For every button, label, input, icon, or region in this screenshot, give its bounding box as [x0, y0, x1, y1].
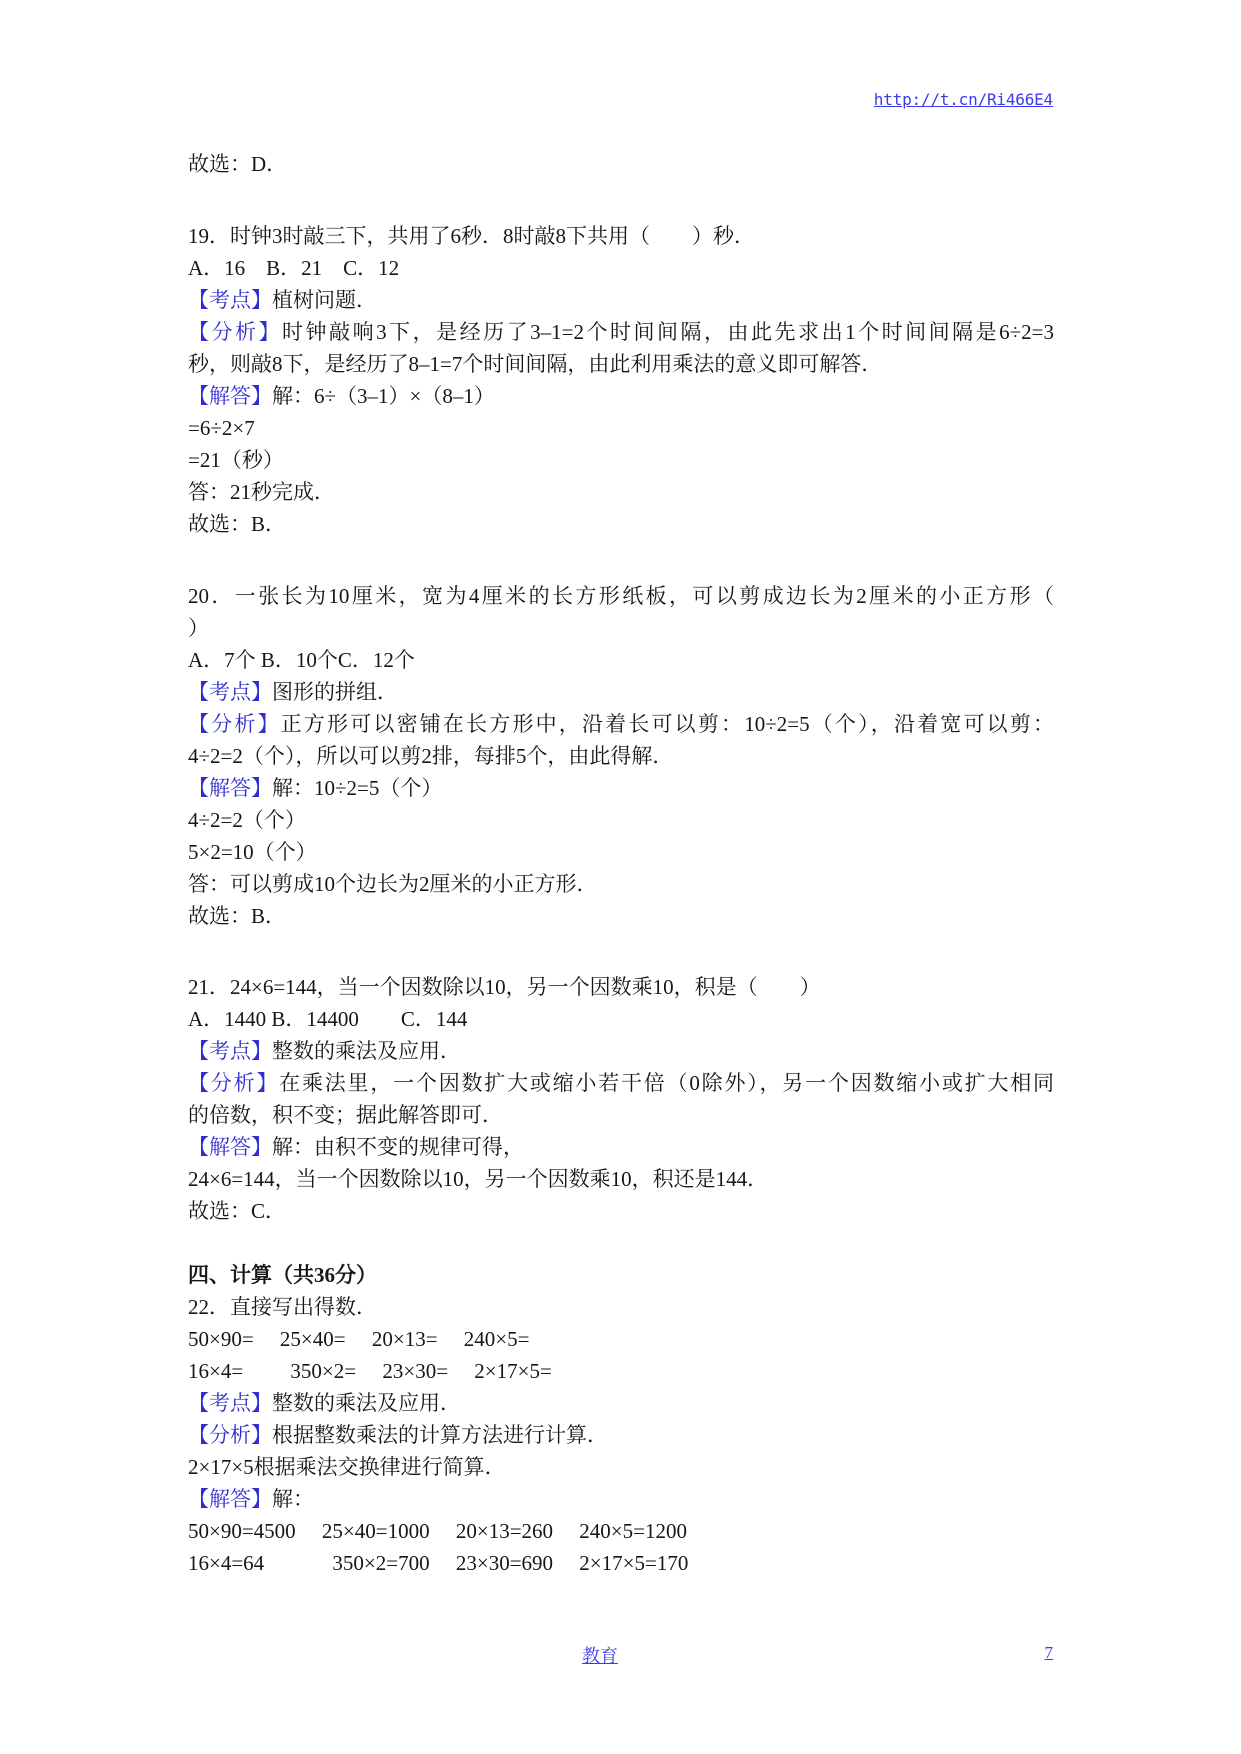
- q20-step1: 4÷2=2（个）: [188, 808, 306, 832]
- fenxi-tag: 【分析】: [188, 1071, 280, 1095]
- q22-kaodian-text: 整数的乘法及应用．: [272, 1391, 461, 1415]
- q21-jieda-text: 解：由积不变的规律可得，: [272, 1135, 524, 1159]
- q22-intro: 22．直接写出得数．: [188, 1295, 377, 1319]
- q19-kaodian-text: 植树问题．: [272, 288, 377, 312]
- q22-equations-row2: 16×4= 350×2= 23×30= 2×17×5=: [188, 1359, 552, 1383]
- kaodian-tag: 【考点】: [188, 288, 272, 312]
- q20-question-line1: 20．一张长为10厘米，宽为4厘米的长方形纸板，可以剪成边长为2厘米的小正方形（: [188, 584, 1054, 608]
- fenxi-tag: 【分析】: [188, 712, 281, 736]
- q21-question: 21．24×6=144，当一个因数除以10，另一个因数乘10，积是（ ）: [188, 975, 821, 999]
- section-4-heading: 四、计算（共36分）: [188, 1263, 377, 1287]
- q20-fenxi-line1: [188, 708, 1054, 740]
- q20-jieda-text: 解：10÷2=5（个）: [272, 776, 443, 800]
- section-4-block: [188, 1259, 1054, 1579]
- header-url-link[interactable]: http://t.cn/Ri466E4: [873, 90, 1053, 109]
- q19-choice: 故选：B．: [188, 512, 287, 536]
- q18-choice-line: 故选：D．: [188, 152, 288, 176]
- kaodian-tag: 【考点】: [188, 1039, 272, 1063]
- q19-fenxi-line1: [188, 316, 1054, 348]
- jieda-tag: 【解答】: [188, 776, 272, 800]
- q19-kaodian-line: [188, 284, 1054, 316]
- q20-options: A．7个 B．10个C．12个: [188, 648, 415, 672]
- q19-jieda-line: [188, 380, 1054, 412]
- q21-kaodian-text: 整数的乘法及应用．: [272, 1039, 461, 1063]
- q19-fenxi-line2: 秒，则敲8下，是经历了8–1=7个时间间隔，由此利用乘法的意义即可解答．: [188, 352, 883, 376]
- q21-options: A．1440 B．14400 C．144: [188, 1007, 468, 1031]
- q21-choice: 故选：C．: [188, 1199, 287, 1223]
- q22-answers-row2: 16×4=64 350×2=700 23×30=690 2×17×5=170: [188, 1551, 689, 1575]
- q19-answer: 答：21秒完成．: [188, 480, 335, 504]
- q22-answers-row1: 50×90=4500 25×40=1000 20×13=260 240×5=1200: [188, 1519, 687, 1543]
- q21-jieda-line: [188, 1131, 1054, 1163]
- q20-fenxi-text1: 正方形可以密铺在长方形中，沿着长可以剪：10÷2=5（个），沿着宽可以剪：: [280, 712, 1054, 736]
- q20-kaodian-line: [188, 676, 1054, 708]
- q20-kaodian-text: 图形的拼组．: [272, 680, 398, 704]
- kaodian-tag: 【考点】: [188, 1391, 272, 1415]
- fenxi-tag: 【分析】: [188, 320, 283, 344]
- q22-kaodian-line: [188, 1387, 1054, 1419]
- q19-fenxi-text1: 时钟敲响3下，是经历了3–1=2个时间间隔，由此先求出1个时间间隔是6÷2=3: [282, 320, 1055, 344]
- q22-jieda-text: 解：: [272, 1487, 314, 1511]
- jieda-tag: 【解答】: [188, 1487, 272, 1511]
- footer-edu-link[interactable]: 教育: [582, 1646, 618, 1666]
- jieda-tag: 【解答】: [188, 1135, 272, 1159]
- q19-question: 19．时钟3时敲三下，共用了6秒．8时敲8下共用（ ）秒．: [188, 224, 755, 248]
- q21-fenxi-text1: 在乘法里，一个因数扩大或缩小若干倍（0除外），另一个因数缩小或扩大相同: [279, 1071, 1055, 1095]
- q22-equations-row1: 50×90= 25×40= 20×13= 240×5=: [188, 1327, 530, 1351]
- q21-fenxi-line1: [188, 1067, 1054, 1099]
- q20-answer: 答：可以剪成10个边长为2厘米的小正方形．: [188, 872, 598, 896]
- q19-jieda-text: 解：6÷（3–1）×（8–1）: [272, 384, 495, 408]
- q20-fenxi-line2: 4÷2=2（个），所以可以剪2排，每排5个，由此得解．: [188, 744, 674, 768]
- question-21-block: [188, 971, 1054, 1227]
- q22-fenxi-line2: 2×17×5根据乘法交换律进行简算．: [188, 1455, 506, 1479]
- q19-step2: =21（秒）: [188, 448, 284, 472]
- question-20-block: [188, 580, 1054, 932]
- q22-jieda-line: [188, 1483, 1054, 1515]
- fenxi-tag: 【分析】: [188, 1423, 272, 1447]
- q20-step2: 5×2=10（个）: [188, 840, 317, 864]
- q21-fenxi-line2: 的倍数，积不变；据此解答即可．: [188, 1103, 503, 1127]
- q20-question-line2: ）: [188, 616, 209, 640]
- q21-step1: 24×6=144，当一个因数除以10，另一个因数乘10，积还是144．: [188, 1167, 769, 1191]
- question-19-block: [188, 220, 1054, 540]
- q19-options: A．16 B．21 C．12: [188, 256, 400, 280]
- q22-fenxi-line1: [188, 1419, 1054, 1451]
- kaodian-tag: 【考点】: [188, 680, 272, 704]
- q21-kaodian-line: [188, 1035, 1054, 1067]
- q19-step1: =6÷2×7: [188, 416, 255, 440]
- page-number: 7: [1044, 1643, 1053, 1662]
- document-body: [188, 148, 1054, 1579]
- jieda-tag: 【解答】: [188, 384, 272, 408]
- q20-choice: 故选：B．: [188, 904, 287, 928]
- q22-fenxi-text1: 根据整数乘法的计算方法进行计算．: [272, 1423, 608, 1447]
- q20-jieda-line: [188, 772, 1054, 804]
